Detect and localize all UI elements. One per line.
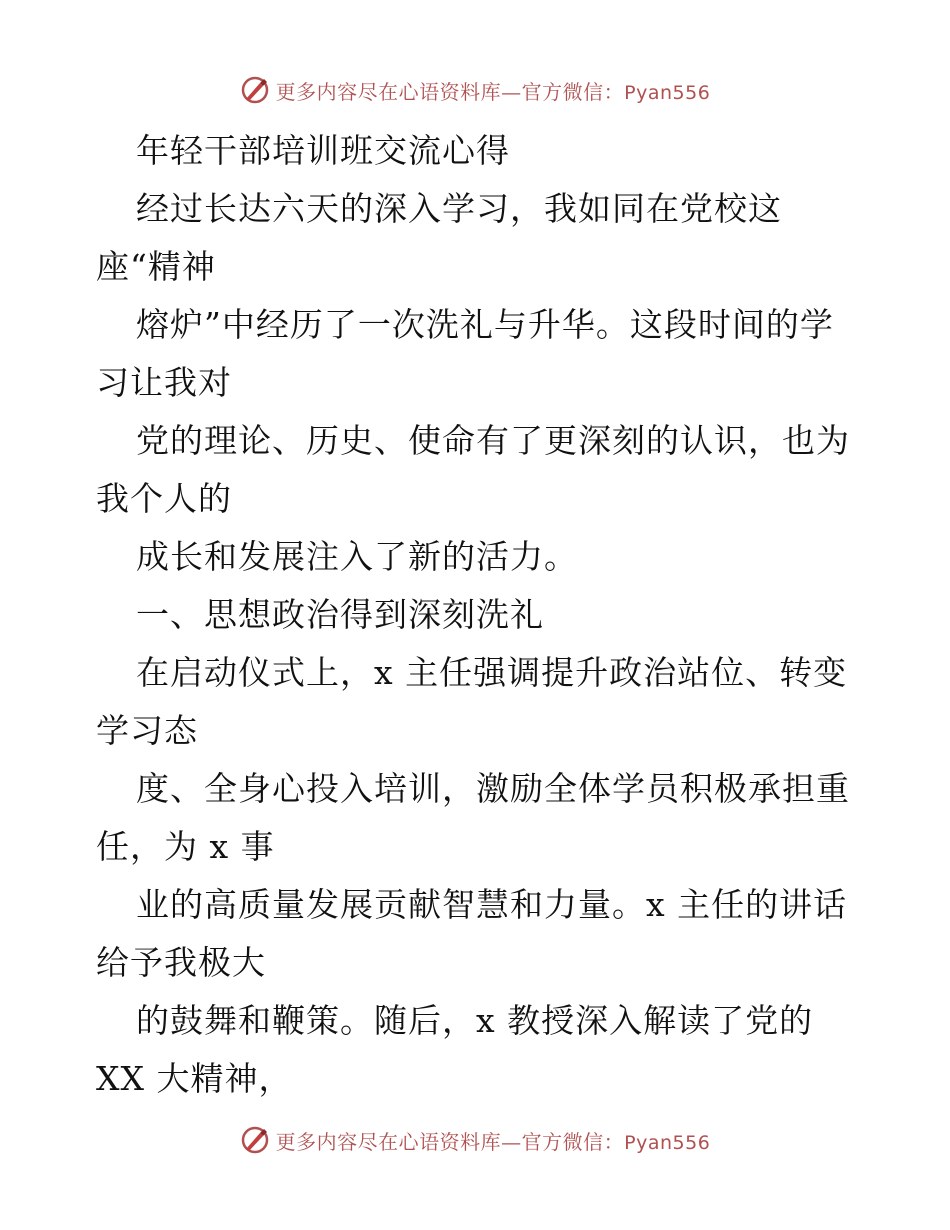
text-line: 党的理论、历史、使命有了更深刻的认识，也为 [136,421,850,460]
text-line: 一、思想政治得到深刻洗礼 [136,595,544,634]
text-line: 年轻干部培训班交流心得 [136,131,510,170]
text-line: 熔炉”中经历了一次洗礼与升华。这段时间的学 [136,305,834,344]
text-line: 在启动仪式上，x 主任强调提升政治站位、转变 [136,653,848,692]
text-line: 习让我对 [96,363,232,402]
text-line: 我个人的 [96,479,232,518]
document-body [96,122,866,1108]
text-line: 座“精神 [96,247,216,286]
text-line: 任，为 x 事 [96,827,275,866]
pen-logo-icon [240,1125,270,1155]
watermark-text: 更多内容尽在心语资料库—官方微信：Pyan556 [275,79,711,104]
text-line: 经过长达六天的深入学习，我如同在党校这 [136,189,782,228]
text-line: 度、全身心投入培训，激励全体学员积极承担重 [136,769,850,808]
pen-logo-icon [240,75,270,105]
text-line: 的鼓舞和鞭策。随后，x 教授深入解读了党的 [136,1001,814,1040]
header-watermark [0,72,950,108]
text-line: 给予我极大 [96,943,266,982]
text-line: 学习态 [96,711,198,750]
text-line: 业的高质量发展贡献智慧和力量。x 主任的讲话 [136,885,848,924]
watermark-text: 更多内容尽在心语资料库—官方微信：Pyan556 [275,1129,711,1154]
text-line: XX 大精神， [96,1059,293,1098]
footer-watermark [0,1122,950,1158]
text-line: 成长和发展注入了新的活力。 [136,537,578,576]
